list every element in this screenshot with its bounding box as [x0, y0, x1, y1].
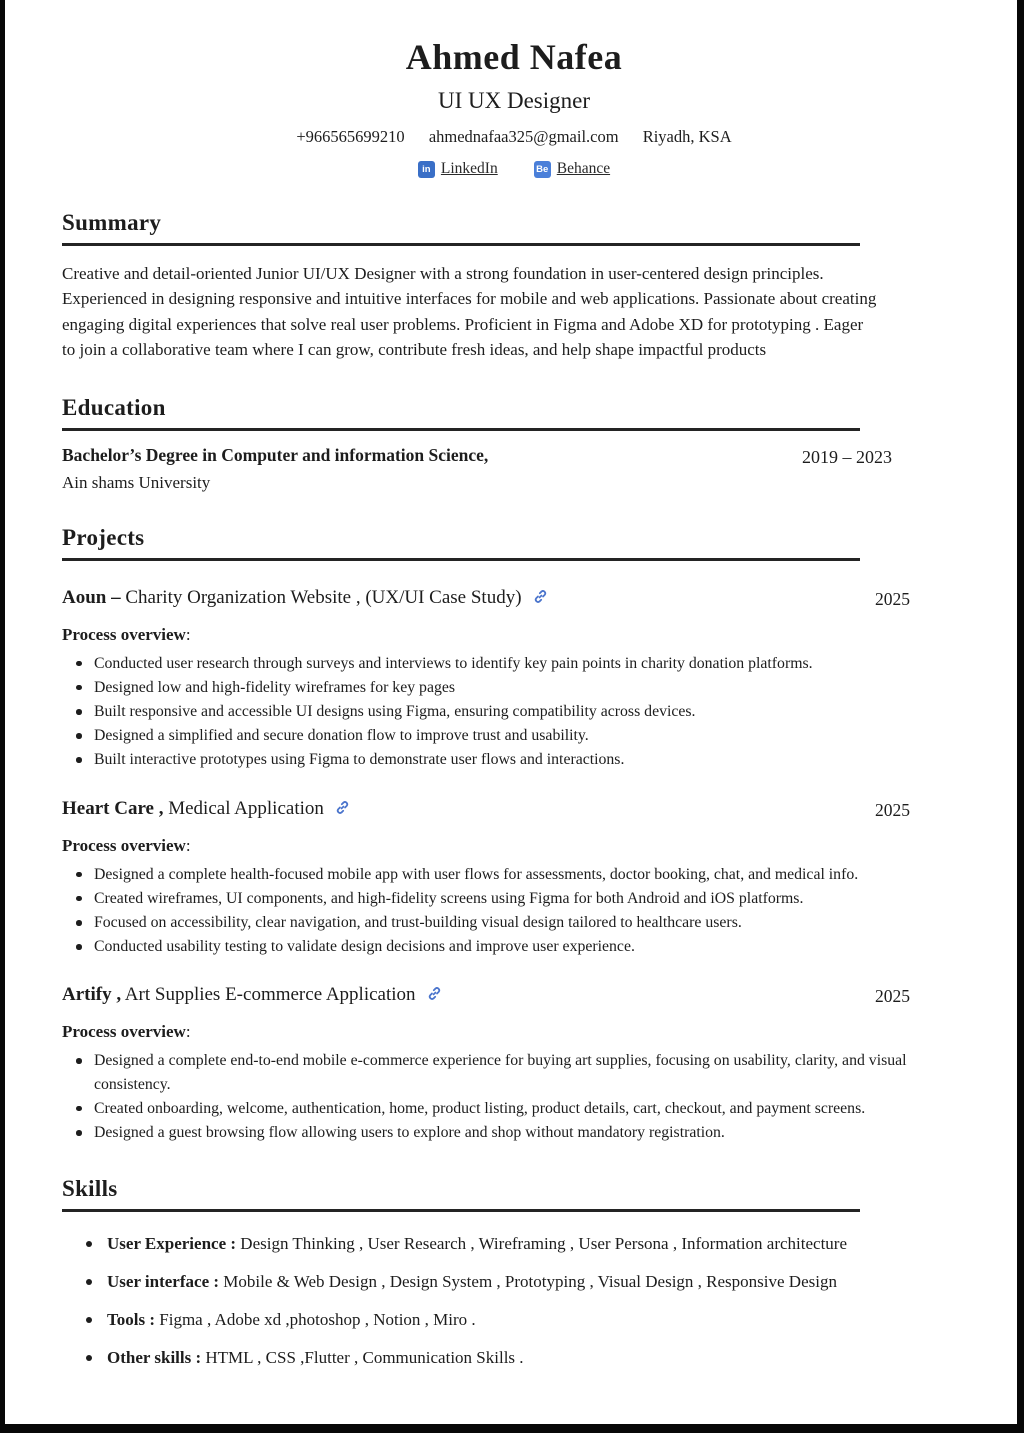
- skills-list: [62, 1232, 966, 1370]
- contact-row: [62, 127, 966, 147]
- summary-heading: Summary: [62, 210, 860, 246]
- process-overview-text: Process overview: [62, 624, 186, 644]
- person-job-title: UI UX Designer: [437, 88, 590, 113]
- education-dates: 2019 – 2023: [802, 446, 892, 467]
- skill-label: User Experience :: [107, 1234, 237, 1254]
- project-bullets: [62, 652, 966, 772]
- bullet-item: Built interactive prototypes using Figma to demonstrate user flows and interactions.: [62, 748, 942, 771]
- behance-link[interactable]: [534, 160, 610, 178]
- bullet-item: Focused on accessibility, clear navigation, and trust-building visual design tailored to healthcare users.: [62, 911, 942, 934]
- project-name: Aoun –: [62, 586, 121, 608]
- skill-values: Figma , Adobe xd ,photoshop , Notion , Miro .: [155, 1310, 476, 1330]
- project-title-row: [62, 587, 910, 611]
- page-edge-bottom: [0, 1424, 1024, 1433]
- skill-label: Other skills :: [107, 1348, 202, 1368]
- education-heading: Education: [62, 395, 860, 431]
- education-degree-block: [62, 445, 488, 493]
- process-overview-colon: :: [185, 835, 191, 855]
- bullet-item: Designed a complete end-to-end mobile e-commerce experience for buying art supplies, focusing on usability, clarity, and visual consistency.: [62, 1049, 942, 1095]
- skill-values: Design Thinking , User Research , Wireframing , User Persona , Information architecture: [236, 1234, 848, 1254]
- project-title: [62, 984, 443, 1008]
- phone-number: +966565699210: [296, 127, 405, 146]
- behance-icon: Be: [534, 161, 551, 178]
- process-overview-text: Process overview: [62, 835, 186, 855]
- linkedin-link[interactable]: [418, 160, 498, 178]
- project-link-icon[interactable]: [532, 588, 549, 611]
- process-overview-label: [62, 625, 966, 645]
- project-bullets: [62, 863, 966, 959]
- section-skills: [62, 1176, 966, 1370]
- process-overview-colon: :: [185, 624, 191, 644]
- bullet-item: Designed a simplified and secure donation flow to improve trust and usability.: [62, 724, 942, 747]
- project-link-icon[interactable]: [334, 799, 351, 822]
- project-year: 2025: [875, 588, 910, 609]
- process-overview-colon: :: [185, 1022, 191, 1042]
- skills-heading: Skills: [62, 1176, 860, 1212]
- skill-item: [62, 1346, 952, 1370]
- skill-values: HTML , CSS ,Flutter , Communication Skills .: [201, 1348, 524, 1368]
- bullet-item: Conducted usability testing to validate design decisions and improve user experience.: [62, 935, 942, 958]
- project-title: [62, 798, 351, 822]
- university-name: Ain shams University: [62, 472, 211, 492]
- linkedin-link-label: LinkedIn: [440, 160, 498, 177]
- skill-item: [62, 1232, 952, 1256]
- bullet-item: Built responsive and accessible UI designs using Figma, ensuring compatibility across devices.: [62, 700, 942, 723]
- degree-name: Bachelor’s Degree in Computer and information Science,: [62, 444, 489, 465]
- section-summary: [62, 210, 966, 363]
- bullet-item: Conducted user research through surveys and interviews to identify key pain points in charity donation platforms.: [62, 652, 942, 675]
- page-edge-right: [1017, 0, 1024, 1433]
- projects-heading: Projects: [62, 525, 860, 561]
- project-aoun: [62, 587, 966, 772]
- project-title: [62, 587, 549, 611]
- project-title-row: [62, 798, 910, 822]
- education-entry: [62, 445, 892, 493]
- summary-text: Creative and detail-oriented Junior UI/UX Designer with a strong foundation in user-centered design principles. Experienced in designing responsive and intuitive interfaces for mobile and web applications. Passionate about creating engaging digital experiences that solve real user problems. Proficient in Figma and Adobe XD for prototyping . Eager to join a collaborative team where I can grow, contribute fresh ideas, and help shape impactful products: [62, 264, 877, 360]
- bullet-item: Designed a guest browsing flow allowing users to explore and shop without mandatory registration.: [62, 1121, 942, 1144]
- section-education: [62, 395, 966, 493]
- resume-header: [62, 36, 966, 178]
- bullet-item: Designed a complete health-focused mobile app with user flows for assessments, doctor booking, chat, and medical info.: [62, 863, 942, 886]
- project-name: Heart Care ,: [62, 797, 164, 819]
- project-name: Artify ,: [62, 984, 122, 1006]
- project-title-row: [62, 984, 910, 1008]
- bullet-item: Created onboarding, welcome, authentication, home, product listing, product details, cart, checkout, and payment screens.: [62, 1097, 942, 1120]
- project-year: 2025: [875, 986, 910, 1007]
- process-overview-label: [62, 1022, 966, 1042]
- skill-label: Tools :: [107, 1310, 156, 1330]
- section-projects: [62, 525, 966, 1145]
- skill-item: [62, 1308, 952, 1332]
- project-subtitle: Medical Application: [163, 797, 324, 819]
- project-subtitle: Art Supplies E-commerce Application: [121, 984, 416, 1006]
- project-heart-care: [62, 798, 966, 959]
- project-year: 2025: [875, 799, 910, 820]
- project-artify: [62, 984, 966, 1144]
- process-overview-text: Process overview: [62, 1022, 186, 1042]
- skill-values: Mobile & Web Design , Design System , Prototyping , Visual Design , Responsive Design: [219, 1272, 837, 1292]
- email-address: ahmednafaa325@gmail.com: [428, 127, 619, 146]
- person-name: Ahmed Nafea: [405, 37, 623, 77]
- process-overview-label: [62, 836, 966, 856]
- project-link-icon[interactable]: [426, 985, 443, 1008]
- bullet-item: Designed low and high-fidelity wireframes for key pages: [62, 676, 942, 699]
- skill-item: [62, 1270, 952, 1294]
- linkedin-icon: in: [418, 161, 435, 178]
- bullet-item: Created wireframes, UI components, and high-fidelity screens using Figma for both Android and iOS platforms.: [62, 887, 942, 910]
- location: Riyadh, KSA: [642, 127, 732, 146]
- project-subtitle: Charity Organization Website , (UX/UI Case Study): [120, 586, 522, 608]
- page-edge-left: [0, 0, 5, 1433]
- project-bullets: [62, 1049, 966, 1144]
- social-links-row: [62, 160, 966, 178]
- skill-label: User interface :: [107, 1272, 220, 1292]
- behance-link-label: Behance: [556, 160, 611, 177]
